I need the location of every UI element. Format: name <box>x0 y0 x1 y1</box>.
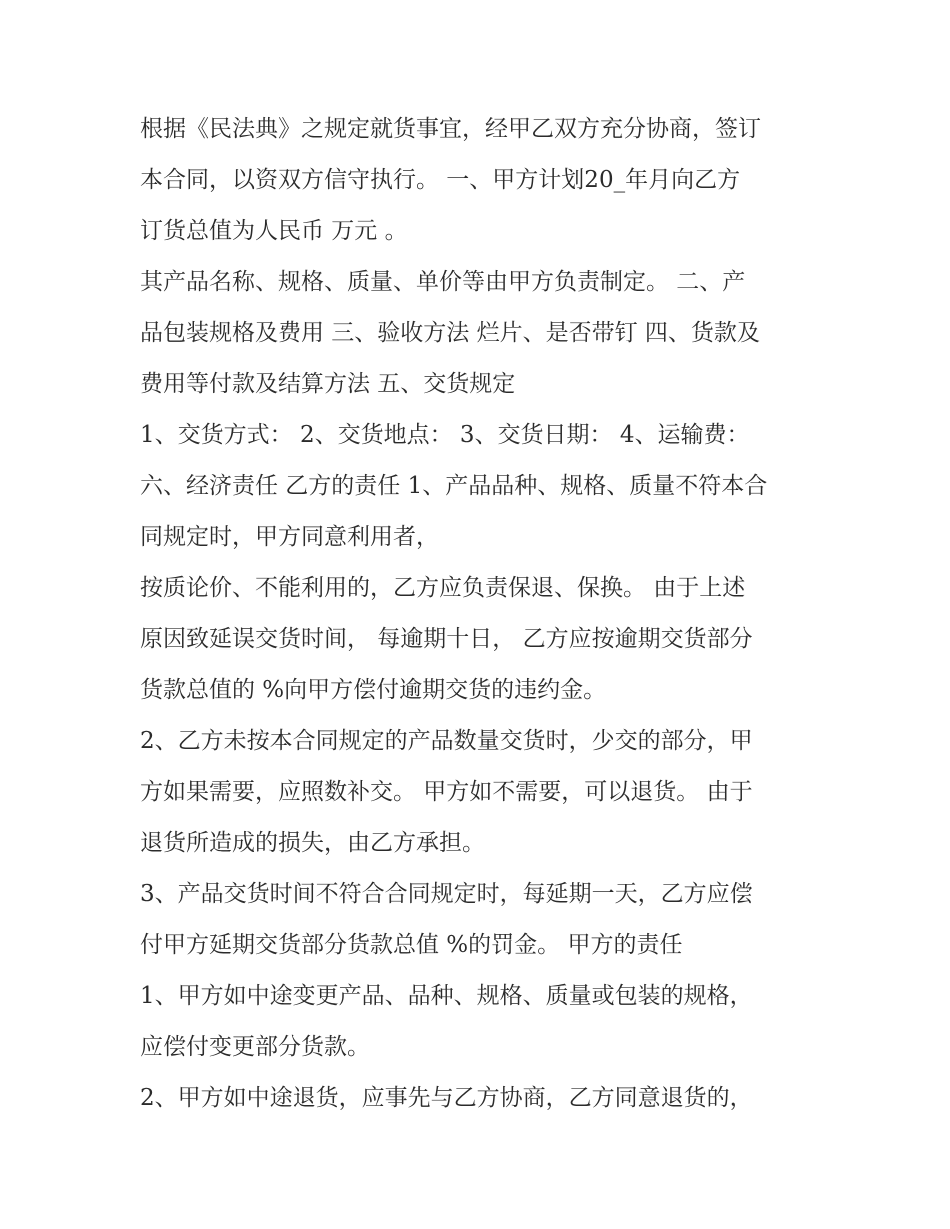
contract-body <box>140 104 820 1124</box>
text-line: 品包装规格及费用 三、验收方法 烂片、是否带钉 四、货款及 <box>140 320 760 346</box>
text-line: 订货总值为人民币 万元 。 <box>140 218 408 244</box>
text-line: 六、经济责任 乙方的责任 1、产品品种、规格、质量不符本合 <box>140 473 768 499</box>
text-line: 根据《民法典》之规定就货事宜，经甲乙双方充分协商，签订 <box>140 116 761 142</box>
text-line: 应偿付变更部分货款。 <box>140 1034 370 1060</box>
text-line: 3、产品交货时间不符合合同规定时，每延期一天，乙方应偿 <box>140 881 753 907</box>
text-line: 1、交货方式： 2、交货地点： 3、交货日期： 4、运输费： <box>140 422 750 448</box>
text-line: 1、甲方如中途变更产品、品种、规格、质量或包装的规格， <box>140 983 753 1009</box>
text-line: 原因致延误交货时间， 每逾期十日， 乙方应按逾期交货部分 <box>140 626 753 652</box>
text-line: 2、甲方如中途退货，应事先与乙方协商，乙方同意退货的， <box>140 1085 753 1111</box>
text-line: 同规定时，甲方同意利用者， <box>140 524 439 550</box>
text-line: 方如果需要，应照数补交。 甲方如不需要，可以退货。 由于 <box>140 779 753 805</box>
text-line: 按质论价、不能利用的，乙方应负责保退、保换。 由于上述 <box>140 575 746 601</box>
text-line: 本合同，以资双方信守执行。 一、甲方计划20_年月向乙方 <box>140 167 741 193</box>
text-line: 其产品名称、规格、质量、单价等由甲方负责制定。 二、产 <box>140 269 746 295</box>
text-line: 货款总值的 %向甲方偿付逾期交货的违约金。 <box>140 677 607 703</box>
text-line: 2、乙方未按本合同规定的产品数量交货时，少交的部分，甲 <box>140 728 753 754</box>
text-line: 退货所造成的损失，由乙方承担。 <box>140 830 485 856</box>
text-line: 付甲方延期交货部分货款总值 %的罚金。 甲方的责任 <box>140 932 683 958</box>
text-line: 费用等付款及结算方法 五、交货规定 <box>140 371 516 397</box>
